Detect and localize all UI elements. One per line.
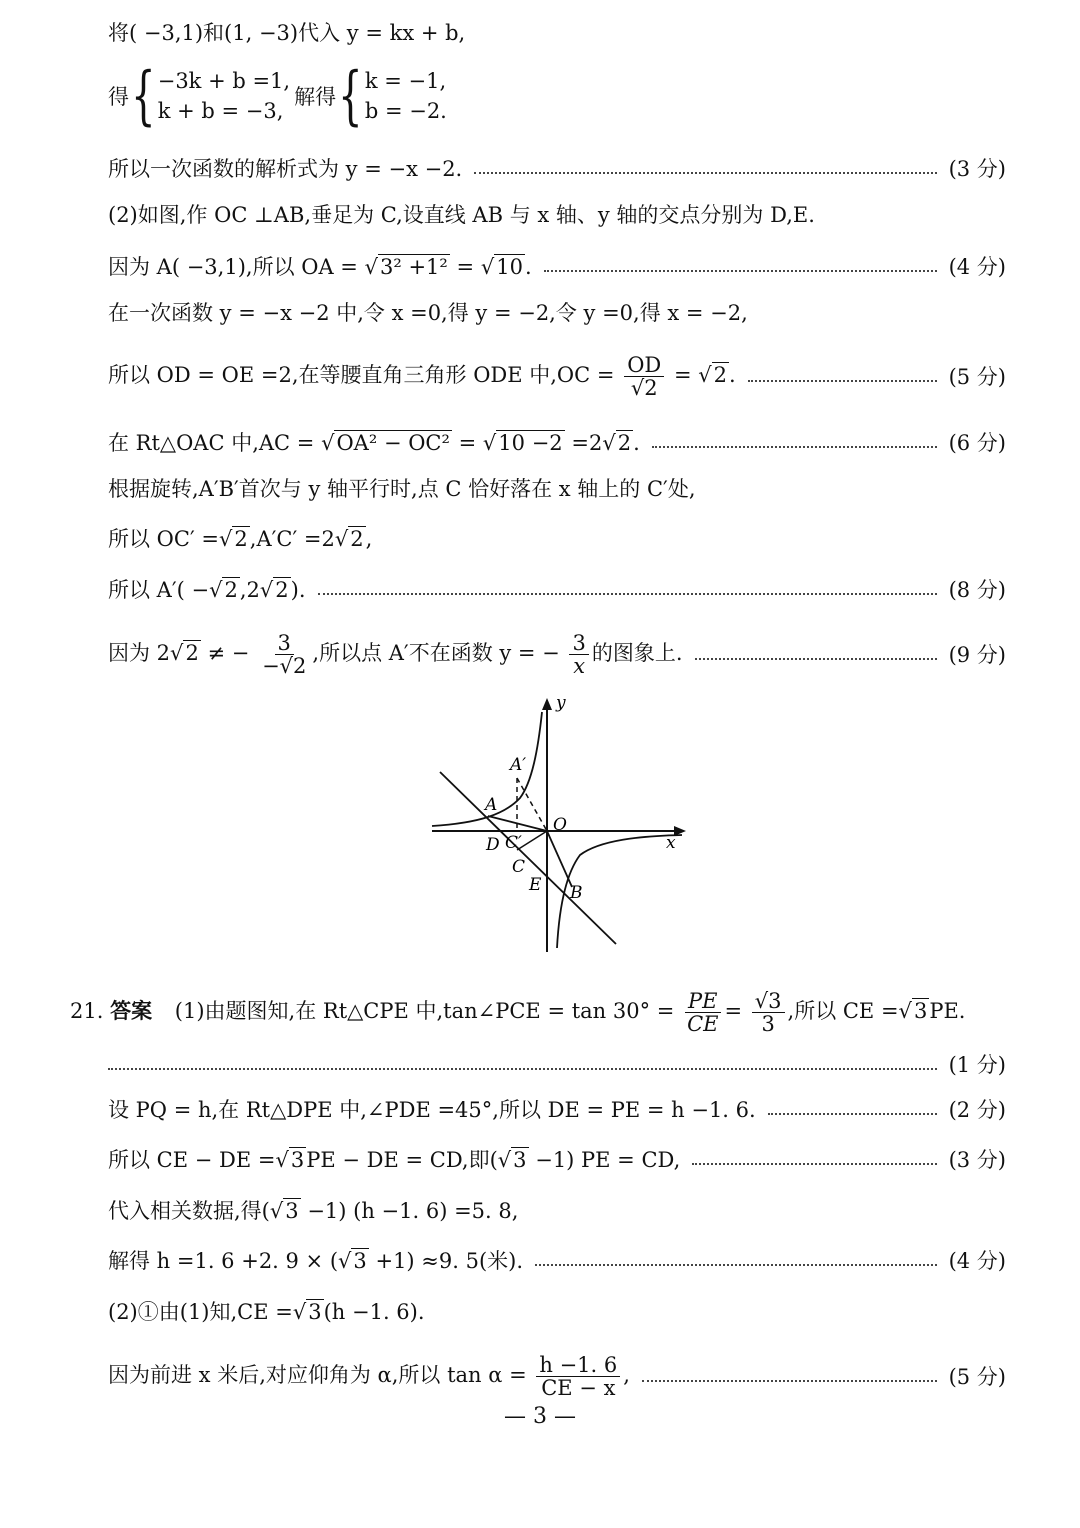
label-x: x [666,833,676,853]
dot-leader [318,593,937,595]
segment-oa-prime [517,778,547,831]
line-solve-h: 解得 h =1. 6 +2. 9 × ( [108,1249,339,1273]
sqrt-expression: √2 [698,363,727,387]
score-4: (4 分) [948,255,1006,279]
sqrt-expression: √OA² − OC² [321,431,450,455]
label-b: B [570,883,583,903]
score-4b: (4 分) [948,1249,1006,1273]
dot-leader [652,446,937,448]
system1-eq1: −3k + b =1, [157,69,291,93]
jiede-label: 解得 [294,85,337,109]
label-a-prime: A′ [510,755,527,775]
system2-eq2: b = −2. [364,99,447,123]
score-2: (2 分) [948,1098,1006,1122]
score-3: (3 分) [948,157,1006,181]
label-y: y [556,693,566,713]
line-tan-alpha: 因为前进 x 米后,对应仰角为 α,所以 tan α = [108,1363,527,1387]
label-a: A [485,795,498,815]
sqrt-expression: √10 [480,255,523,279]
line-od-oe: 所以 OD = OE =2,在等腰直角三角形 ODE 中,OC = [108,363,615,387]
score-6: (6 分) [948,431,1006,455]
left-brace-2: { [338,59,363,133]
dot-leader [535,1264,937,1266]
score-9: (9 分) [948,642,1006,667]
fraction: $\frac{√3}{3}$ [752,990,785,1035]
dot-leader [768,1113,937,1115]
fraction: $\frac{3}{-√2}$ [262,631,307,678]
dot-leader [544,270,937,272]
line-pq-h: 设 PQ = h,在 Rt△DPE 中,∠PDE =45°,所以 DE = PE = h −1. 6. [108,1098,756,1122]
dot-leader [642,1380,937,1382]
de-label: 得 [108,85,129,109]
geometry-figure [420,690,700,960]
sqrt-expression: √2 [602,431,632,455]
fraction: $\frac{OD}{√2}$ [624,354,664,399]
line-ce-de: 所以 CE − DE = [108,1148,276,1172]
question-number: 21. [70,999,104,1023]
label-c-prime: C′ [505,833,522,853]
line-a-prime: 所以 A′( − [108,578,210,602]
sqrt-expression: √3² +1² [364,255,448,279]
page-number: — 3 — [504,1404,576,1429]
line-oa-text: 因为 A( −3,1),所以 OA = [108,255,358,279]
y-axis-arrow [542,698,552,710]
line-substitute: 将( −3,1)和(1, −3)代入 y = kx + b, [108,21,466,45]
fraction: $\frac{h -1. 6}{CE - x}$ [536,1354,620,1399]
dot-leader [748,380,937,382]
line-rotation: 根据旋转,A′B′首次与 y 轴平行时,点 C 恰好落在 x 轴上的 C′处, [108,477,696,501]
system1-eq2: k + b = −3, [157,99,284,123]
line-oc-prime: 所以 OC′ = [108,527,219,551]
left-brace-1: { [131,59,156,133]
score-5b: (5 分) [948,1364,1006,1389]
line-part2-ce: (2)①由(1)知,CE = [108,1300,293,1324]
label-d: D [486,835,500,855]
line-intercepts: 在一次函数 y = −x −2 中,令 x =0,得 y = −2,令 y =0,得 x = −2, [108,301,748,325]
system2-eq1: k = −1, [364,69,447,93]
fraction: $\frac{3}{x}$ [569,632,588,677]
line-q21-part1: (1)由题图知,在 Rt△CPE 中,tan∠PCE = tan 30° = [174,999,675,1023]
label-c: C [512,857,526,877]
label-e: E [529,875,542,895]
line-linear-function: 所以一次函数的解析式为 y = −x −2. [108,157,463,181]
fraction: $\frac{PE}{CE}$ [684,990,721,1035]
sqrt-expression: √10 −2 [482,431,563,455]
dot-leader [474,172,936,174]
answer-sheet-page: 将( −3,1)和(1, −3)代入 y = kx + b, 得 { −3k + b =1, k + b = −3, 解得 { k = −1, b = −2. 所以一次函数的解析式为 y = −x −2. (3 分) (2)如图,作 OC ⊥AB,垂足为 C,设直线 AB 与 x 轴、y 轴的交点分别为 D,E. 因为 A( −3,1),所以 OA = √3² +1² = √10. (4 分) 在一次函数 y = −x −2 中,令 x =0,得 y = −2,令 y =0,得 x = −2, 所以 OD = OE =2,在等腰直角三角形 ODE 中,OC = $\frac{OD}{√2}$ = √2. (5 分) 在 Rt△OAC 中,AC = √OA² − OC² = √10 −2 =2√2. (6 分) 根据旋转,A′B′首次与 y 轴平行时,点 C 恰好落在 x 轴上的 C′处, 所以 OC′ =√2,A′C′ =2√2, 所以 A′( −√2,2√2). (8 分) 因为 2√2 ≠ − $\frac{3}{-√2}$ ,所以点 A′不在函数 y = − $\frac{3}{x}$ 的图象上. (9 分) y x O A A′ D C′ C E B 21. 答案 (1)由题图知,在 Rt△CPE 中,tan∠PCE = tan 30° = $\frac{PE}{CE}$ = $\frac{√3}{3}$ ,所以 CE =√3PE. (1 分) 设 PQ = h,在 Rt△DPE 中,∠PDE =45°,所以 DE = PE = h −1. 6. (2 分) 所以 CE − DE =√3PE − DE = CD,即(√3 −1) PE = CD, (3 分) 代入相关数据,得(√3 −1) (h −1. 6) =5. 8, 解得 h =1. 6 +2. 9 × (√3 +1) ≈9. 5(米). (4 分) (2)①由(1)知,CE =√3(h −1. 6). 因为前进 x 米后,对应仰角为 α,所以 tan α = $\frac{h -1. 6}{CE - x}$ , (5 分) — 3 — [0,0,1080,1528]
line-part2-intro: (2)如图,作 OC ⊥AB,垂足为 C,设直线 AB 与 x 轴、y 轴的交点分别为 D,E. [108,203,815,227]
score-3b: (3 分) [948,1148,1006,1172]
dot-leader [692,1163,936,1165]
line-conclusion: 因为 2 [108,641,171,665]
dot-leader [108,1068,937,1070]
equation-system [108,59,447,133]
dot-leader [695,658,937,660]
line-substitute-data: 代入相关数据,得( [108,1199,270,1223]
answer-label: 答案 [110,998,153,1023]
segment-ob [547,831,572,887]
score-8: (8 分) [948,578,1006,602]
score-5: (5 分) [948,364,1006,389]
score-1: (1 分) [948,1053,1006,1077]
line-ac: 在 Rt△OAC 中,AC = [108,431,315,455]
label-o: O [553,815,567,835]
